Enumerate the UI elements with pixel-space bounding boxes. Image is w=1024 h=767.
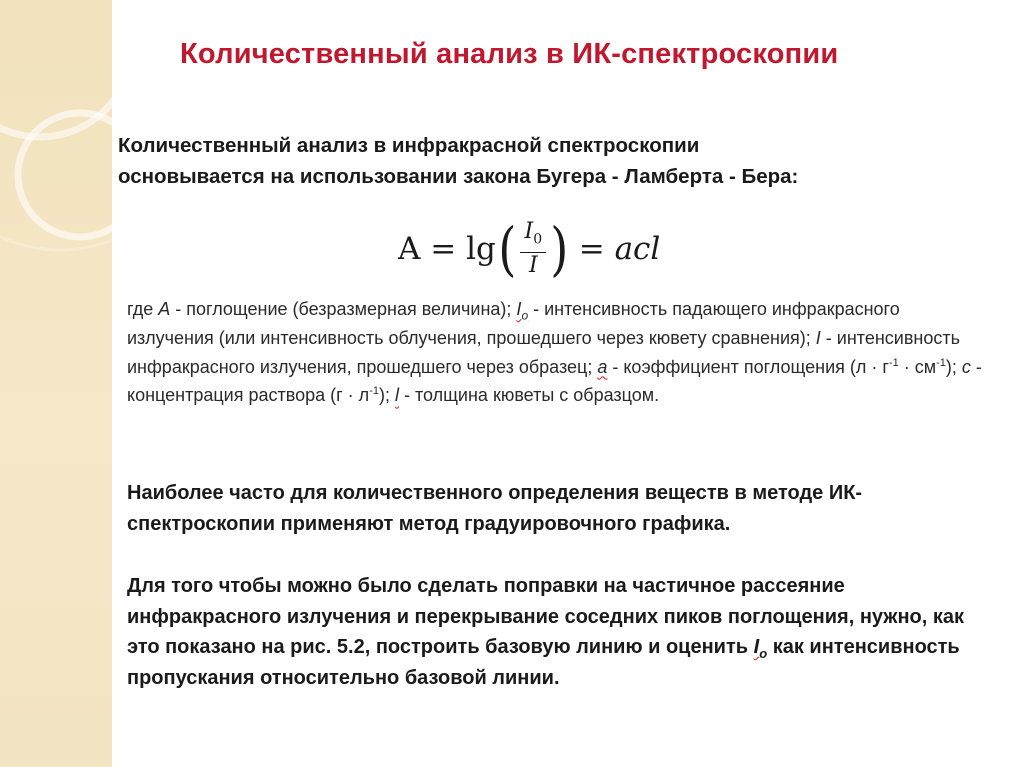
- formula-lhs: A = lg: [398, 231, 496, 267]
- symbol-I0: $I_o$: [516, 299, 529, 323]
- symbol-I0-baseline: $I_o$: [753, 636, 768, 661]
- decorative-sidebar: [0, 0, 112, 767]
- symbol-a: a: [597, 356, 608, 377]
- formula-fraction: [520, 219, 546, 279]
- right-paren: ): [550, 215, 569, 283]
- left-paren: (: [498, 215, 517, 283]
- intro-line-1: Количественный анализ в инфракрасной спектроскопии: [118, 134, 700, 157]
- formula-numerator: $I_0$: [520, 219, 546, 253]
- formula-denominator: I: [528, 253, 538, 279]
- paragraph-calibration: Наиболее часто для количественного определения веществ в методе ИК-спектроскопии применяют метод градуировочного графика.: [127, 482, 863, 535]
- symbol-legend: где A - поглощение (безразмерная величина); $I_o$ - интенсивность падающего инфракрасного излучения (или интенсивность облучения, прошедшего через кювету сравнения); I - интенсивность инфракрасного излучения, прошедшего через образец; a - коэффициент поглощения $(л \cdot г^{-1} \cdot см^{-1})$; c - концентрация раствора $(г \cdot л^{-1})$; l - толщина кюветы с образцом.: [127, 299, 982, 406]
- decorative-rings: [0, 0, 112, 767]
- intro-line-2: основывается на использовании закона Бугера - Ламберта - Бера:: [118, 165, 799, 188]
- beer-lambert-formula: [398, 214, 660, 284]
- symbol-l: l: [394, 385, 399, 406]
- paragraph-baseline: Для того чтобы можно было сделать поправки на частичное рассеяние инфракрасного излучения и перекрывание соседних пиков поглощения, нужно, как это показано на рис. 5.2, построить базовую линию и оценить $I_o$ как интенсивность пропускания относительно базовой линии.: [127, 575, 964, 689]
- intro-text: [118, 130, 998, 192]
- formula-rhs: = acl: [578, 231, 661, 267]
- slide-title: Количественный анализ в ИК-спектроскопии: [180, 38, 839, 70]
